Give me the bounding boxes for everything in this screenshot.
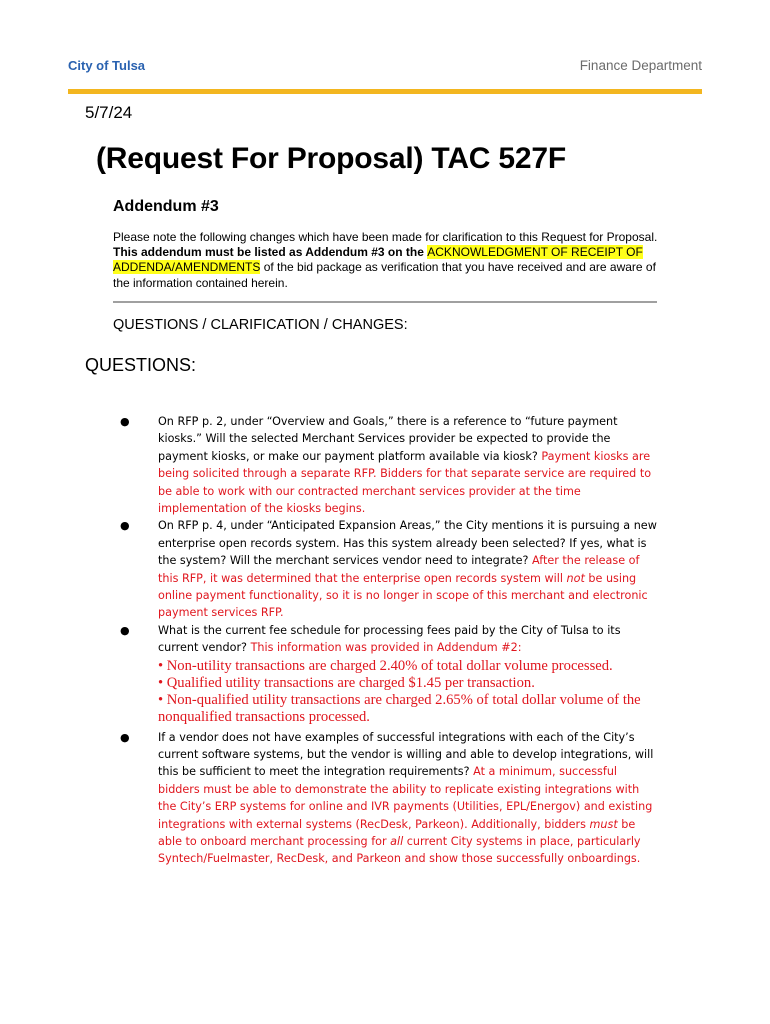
answer-text: Payment kiosks are being solicited through a separate RFP. Bidders for that separate service are required to be able to work with our contracted merchant services provider at the time implementation of the kiosks begins. [158,449,652,516]
answer-text: be able to onboard merchant processing for [158,817,636,848]
page-header [68,58,702,76]
document-title: (Request For Proposal) TAC 527F [96,142,566,175]
answer-emphasis: all [390,834,404,848]
department-name: Finance Department [579,58,702,73]
bullet-icon: ● [120,730,130,744]
answer-text: At a minimum, successful bidders must be able to demonstrate the ability to replicate existing integrations with the City’s ERP systems for online and IVR payments (Utilities, EPL/Energov) and existing integrations with external systems (RecDesk, Parkeon). Additionally, bidders [158,765,653,831]
intro-text: Please note the following changes which have been made for clarification to this Request for Proposal. [113,230,658,244]
fee-line: • Non-qualified utility transactions are charged 2.65% of total dollar volume of the nonqualified transactions processed. [158,692,641,726]
answer-emphasis: must [589,817,618,831]
section-label: QUESTIONS / CLARIFICATION / CHANGES: [113,317,408,333]
question-text: On RFP p. 4, under “Anticipated Expansion Areas,” the City mentions it is pursuing a new enterprise open records system. Has this system already been selected? If yes, what is the system? Will the merchant services vendor need to integrate? [158,519,657,568]
question-text: If a vendor does not have examples of successful integrations with each of the City’s current software systems, but the vendor is willing and able to develop integrations, will this be sufficient to meet the integration requirements? [158,730,654,779]
city-name: City of Tulsa [68,58,146,73]
bullet-icon: ● [120,623,130,637]
intro-bold-text: This addendum must be listed as Addendum #3 on the [113,245,428,260]
question-text: On RFP p. 2, under “Overview and Goals,” there is a reference to “future payment kiosks.” Will the selected Merchant Services provider be expected to provide the payment kiosks, or make our payment platform available via kiosk? [158,415,618,463]
intro-text-end: of the bid package as verification that you have received and are aware of the information contained herein. [113,260,656,290]
document-date: 5/7/24 [85,103,133,122]
question-text: What is the current fee schedule for processing fees paid by the City of Tulsa to its current vendor? [158,623,621,655]
answer-emphasis: not [566,571,585,585]
questions-list [116,413,661,868]
fee-schedule [158,658,661,727]
fee-line: • Non-utility transactions are charged 2.40% of total dollar volume processed. [158,657,613,674]
header-divider [68,89,702,94]
bullet-icon: ● [120,415,130,428]
section-divider [113,301,657,303]
list-item [116,729,661,868]
answer-text: This information was provided in Addendum #2: [250,641,522,655]
addendum-label: Addendum #3 [113,198,219,215]
intro-highlight-text: ACKNOWLEDGMENT OF RECEIPT OF ADDENDA/AMENDMENTS [113,245,643,275]
answer-text: After the release of this RFP, it was determined that the enterprise open records system will [158,554,640,585]
intro-paragraph [113,230,658,291]
questions-heading: QUESTIONS: [85,355,197,375]
bullet-icon: ● [120,519,130,533]
list-item [116,413,661,517]
answer-text: current City systems in place, particularly Syntech/Fuelmaster, RecDesk, and Parkeon and show those successfully onboardings. [158,834,641,866]
list-item [116,517,661,621]
fee-line: • Qualified utility transactions are charged $1.45 per transaction. [158,674,535,691]
list-item [116,622,661,727]
answer-text: be using online payment functionality, so it is no longer in scope of this merchant and electronic payment services RFP. [158,571,648,620]
